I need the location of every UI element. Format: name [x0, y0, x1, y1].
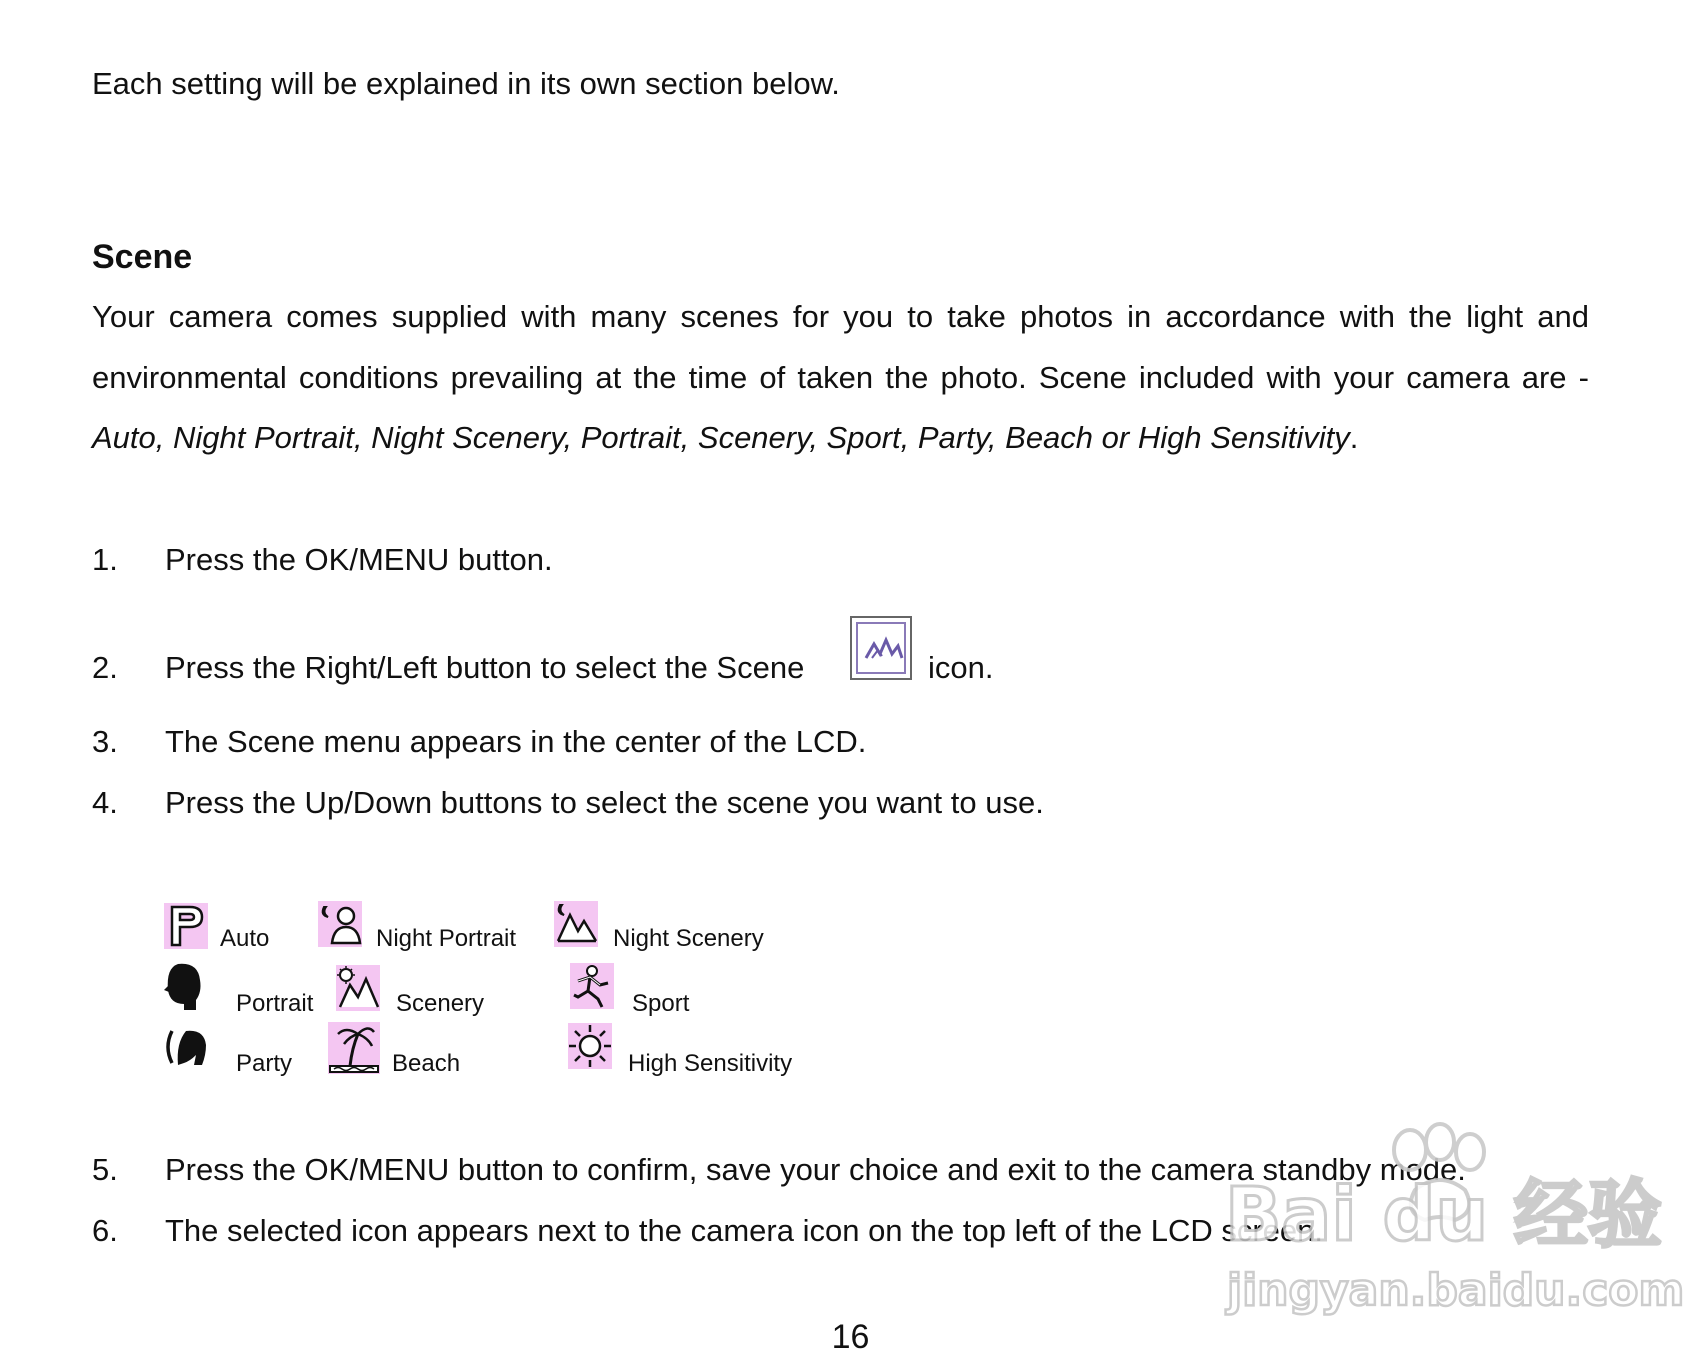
- step-number: 1.: [92, 542, 118, 577]
- step-number: 2.: [92, 650, 118, 685]
- scene-label: Sport: [632, 990, 690, 1017]
- high-sensitivity-icon: [568, 1023, 612, 1069]
- step-number: 5.: [92, 1152, 118, 1187]
- step-text: The selected icon appears next to the camera icon on the top left of the LCD screen.: [165, 1213, 1324, 1248]
- night-portrait-icon: [318, 901, 362, 947]
- scenery-icon: [336, 965, 380, 1011]
- paragraph-line-1: Your camera comes supplied with many scenes for you to take photos in accordance with the light and: [92, 299, 1589, 334]
- paragraph-line-3: [92, 421, 1589, 455]
- paragraph-period: .: [1349, 420, 1359, 455]
- step-number: 4.: [92, 785, 118, 820]
- section-heading: Scene: [92, 238, 193, 276]
- step-text: Press the OK/MENU button.: [165, 542, 553, 577]
- svg-text:jingyan.baidu.com: jingyan.baidu.com: [1227, 1265, 1685, 1316]
- party-icon: [164, 1025, 208, 1071]
- scene-label: Party: [236, 1050, 293, 1077]
- page-number: 16: [831, 1318, 870, 1356]
- scene-label: Auto: [220, 925, 270, 952]
- scene-list-italic: Auto, Night Portrait, Night Scenery, Portrait, Scenery, Sport, Party, Beach or High Sensitivity: [92, 420, 1350, 455]
- scene-label: Night Scenery: [613, 925, 764, 952]
- step-text-after: icon.: [928, 650, 994, 685]
- auto-p-icon: [164, 903, 208, 949]
- step-text: Press the Up/Down buttons to select the scene you want to use.: [165, 785, 1044, 820]
- portrait-icon: [164, 960, 208, 1012]
- scene-label: Night Portrait: [376, 925, 517, 952]
- step-text: Press the Right/Left button to select the Scene: [165, 650, 805, 685]
- svg-text:Bai du 经验: Bai du 经验: [1225, 1172, 1662, 1258]
- step-number: 3.: [92, 724, 118, 759]
- paragraph-line-2: environmental conditions prevailing at the time of taken the photo. Scene included with your camera are -: [92, 360, 1589, 395]
- scene-label: Beach: [392, 1050, 461, 1077]
- sport-icon: [570, 963, 614, 1009]
- step-text: Press the OK/MENU button to confirm, save your choice and exit to the camera standby mode.: [165, 1152, 1466, 1187]
- scene-label: Portrait: [236, 990, 314, 1017]
- intro-text: Each setting will be explained in its own section below.: [92, 66, 840, 101]
- baidu-watermark-logo: [1225, 1120, 1685, 1316]
- beach-icon: [328, 1022, 380, 1074]
- scene-label: Scenery: [396, 990, 485, 1017]
- scene-mode-icon: [850, 616, 912, 680]
- scene-label: High Sensitivity: [628, 1050, 793, 1077]
- step-text: The Scene menu appears in the center of the LCD.: [165, 724, 867, 759]
- night-scenery-icon: [554, 901, 598, 947]
- step-number: 6.: [92, 1213, 118, 1248]
